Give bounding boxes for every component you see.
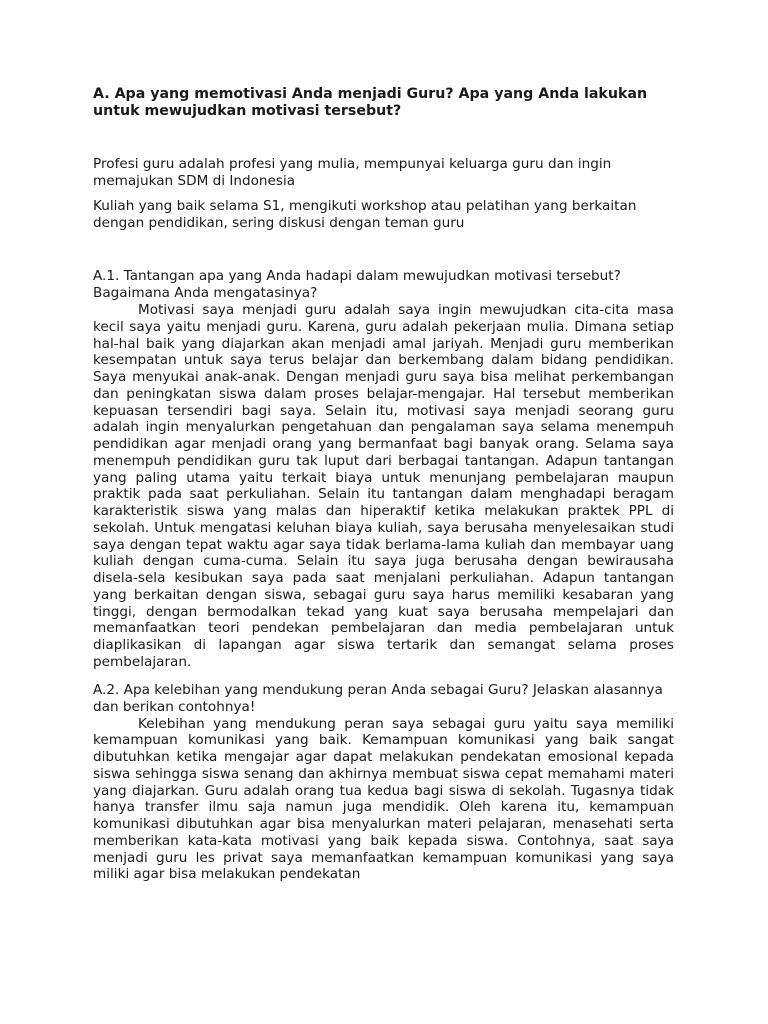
question-a1: A.1. Tantangan apa yang Anda hadapi dalam mewujudkan motivasi tersebut? Bagaimana Anda mengatasinya? <box>93 268 621 302</box>
document-page <box>93 86 674 883</box>
answer-a-paragraph-2: Kuliah yang baik selama S1, mengikuti workshop atau pelatihan yang berkaitan dengan pendidikan, sering diskusi dengan teman guru <box>93 198 637 232</box>
question-a2: A.2. Apa kelebihan yang mendukung peran Anda sebagai Guru? Jelaskan alasannya dan berikan contohnya! <box>93 681 663 715</box>
answer-a1-paragraph: Motivasi saya menjadi guru adalah saya ingin mewujudkan cita-cita masa kecil saya yaitu menjadi guru. Karena, guru adalah pekerjaan mulia. Dimana setiap hal-hal baik yang diajarkan akan menjadi amal jariyah. Menjadi guru memberikan kesempatan untuk saya terus belajar dan berkembang dalam bidang pendidikan. Saya menyukai anak-anak. Dengan menjadi guru saya bisa melihat perkembangan dan peningkatan siswa dalam proses belajar-mengajar. Hal tersebut memberikan kepuasan tersendiri bagi saya. Selain itu, motivasi saya menjadi seorang guru adalah ingin menyalurkan pengetahuan dan pengalaman saya selama menempuh pendidikan agar menjadi orang yang bermanfaat bagi banyak orang. Selama saya menempuh pendidikan guru tak luput dari berbagai tantangan. Adapun tantangan yang paling utama yaitu terkait biaya untuk menunjang pembelajaran maupun praktik pada saat perkuliahan. Selain itu tantangan dalam menghadapi beragam karakteristik siswa yang malas dan hiperaktif ketika melakukan praktek PPL di sekolah. Untuk mengatasi keluhan biaya kuliah, saya berusaha menyelesaikan studi saya dengan tepat waktu agar saya tidak berlama-lama kuliah dan membayar uang kuliah dengan cuma-cuma. Selain itu saya juga berusaha dengan bewirausaha disela-sela kesibukan saya pada saat menjalani perkuliahan. Adapun tantangan yang berkaitan dengan siswa, sebagai guru saya harus memiliki kesabaran yang tinggi, dengan bermodalkan tekad yang kuat saya berusaha mempelajari dan memanfaatkan teori pendekan pembelajaran dan media pembelajaran untuk diaplikasikan di lapangan agar siswa tertarik dan semangat selama proses pembelajaran. <box>93 302 674 670</box>
answer-a-paragraph-1: Profesi guru adalah profesi yang mulia, mempunyai keluarga guru dan ingin memajukan SDM di Indonesia <box>93 156 612 190</box>
section-a-heading: A. Apa yang memotivasi Anda menjadi Guru? Apa yang Anda lakukan untuk mewujudkan motivasi tersebut? <box>93 86 648 119</box>
answer-a2-paragraph: Kelebihan yang mendukung peran saya sebagai guru yaitu saya memiliki kemampuan komunikasi yang baik. Kemampuan komunikasi yang baik sangat dibutuhkan ketika mengajar agar dapat melakukan pendekatan emosional kepada siswa sehingga siswa senang dan akhirnya membuat siswa cepat memahami materi yang diajarkan. Guru adalah orang tua kedua bagi siswa di sekolah. Tugasnya tidak hanya transfer ilmu saja namun juga mendidik. Oleh karena itu, kemampuan komunikasi dibutuhkan agar bisa menyalurkan materi pelajaran, menasehati serta memberikan kata-kata motivasi yang baik kepada siswa. Contohnya, saat saya menjadi guru les privat saya memanfaatkan kemampuan komunikasi yang saya miliki agar bisa melakukan pendekatan <box>93 715 674 883</box>
